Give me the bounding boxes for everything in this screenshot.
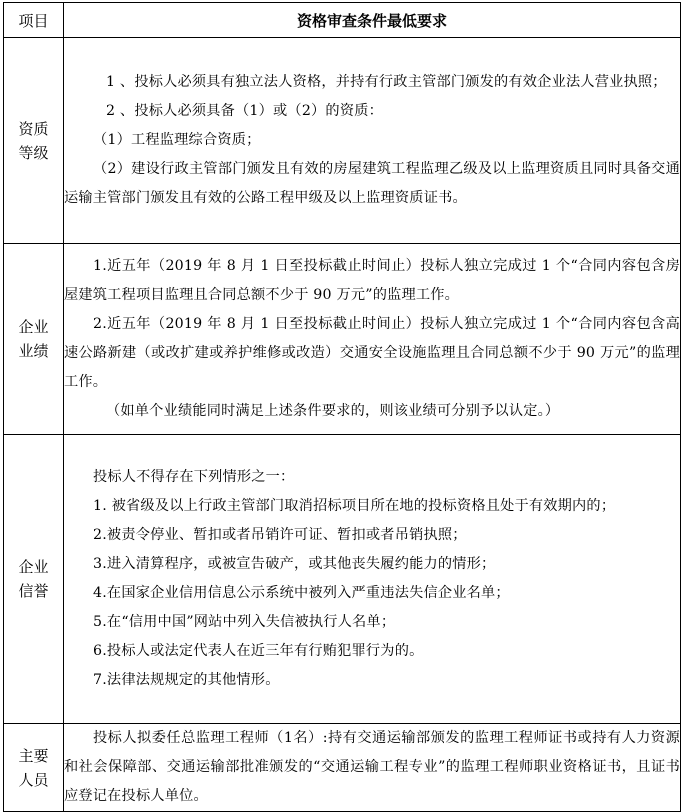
paragraph: 2.近五年（2019 年 8 月 1 日至投标截止时间止）投标人独立完成过 1 个“合同内容包含高速公路新建（或改扩建或养护维修或改造）交通安全设施监理且合同总额不少于 90 万元”的监理工作。 — [64, 316, 680, 390]
table-row-qualification — [4, 38, 681, 244]
table-row-reputation — [4, 435, 681, 724]
paragraph: 4.在国家企业信用信息公示系统中被列入严重违法失信企业名单； — [93, 585, 510, 601]
table-header-row — [4, 3, 681, 38]
row-label-line: 信誉 — [18, 582, 49, 600]
row-label-qualification — [4, 38, 64, 244]
row-content-qualification — [64, 38, 681, 244]
paragraph: 投标人拟委任总监理工程师（1名）:持有交通运输部颁发的监理工程师证书或持有人力资源和社会保障部、交通运输部批准颁发的“交通运输工程专业”的监理工程师职业资格证书，且证书应登记在投标人单位。 — [64, 730, 680, 804]
paragraph: 投标人不得存在下列情形之一： — [93, 469, 295, 485]
paragraph: （2）建设行政主管部门颁发且有效的房屋建筑工程监理乙级及以上监理资质且同时具备交通运输主管部门颁发且有效的公路工程甲级及以上监理资质证书。 — [64, 161, 680, 206]
paragraph: 6.投标人或法定代表人在近三年有行贿犯罪行为的。 — [93, 643, 424, 659]
row-label-line: 业绩 — [18, 342, 49, 360]
row-label-performance — [4, 244, 64, 435]
row-label-reputation — [4, 435, 64, 724]
table-row-key-personnel — [4, 724, 681, 812]
row-label-line: 资质 — [18, 119, 49, 138]
paragraph: （1）工程监理综合资质； — [93, 132, 261, 148]
row-content-performance — [64, 244, 681, 435]
header-requirements: 资格审查条件最低要求 — [64, 3, 681, 38]
paragraph: 1 、投标人必须具有独立法人资格，并持有行政主管部门颁发的有效企业法人营业执照； — [106, 74, 667, 90]
row-label-line: 等级 — [18, 143, 49, 162]
paragraph: 1. 被省级及以上行政主管部门取消招标项目所在地的投标资格且处于有效期内的； — [93, 498, 616, 514]
row-content-key-personnel — [64, 724, 681, 812]
qualification-criteria-table — [3, 2, 681, 812]
paragraph: （如单个业绩能同时满足上述条件要求的，则该业绩可分别予以认定。） — [106, 403, 560, 419]
row-content-reputation — [64, 435, 681, 724]
paragraph: 2 、投标人必须具备（1）或（2）的资质： — [106, 103, 383, 119]
paragraph: 1.近五年（2019 年 8 月 1 日至投标截止时间止）投标人独立完成过 1 个“合同内容包含房屋建筑工程项目监理且合同总额不少于 90 万元”的监理工作。 — [64, 258, 680, 303]
paragraph: 7.法律法规规定的其他情形。 — [93, 672, 280, 688]
paragraph: 3.进入清算程序，或被宣告破产，或其他丧失履约能力的情形； — [93, 556, 496, 572]
paragraph: 2.被责令停业、暂扣或者吊销许可证、暂扣或者吊销执照； — [93, 527, 467, 543]
paragraph: 5.在“信用中国”网站中列入失信被执行人名单； — [93, 614, 396, 630]
row-label-line: 企业 — [18, 318, 49, 336]
row-label-key-personnel — [4, 724, 64, 812]
header-item: 项目 — [4, 3, 64, 38]
row-label-line: 企业 — [18, 558, 49, 576]
row-label-line: 人员 — [18, 770, 49, 789]
row-label-line: 主要 — [18, 746, 49, 765]
table-row-performance — [4, 244, 681, 435]
